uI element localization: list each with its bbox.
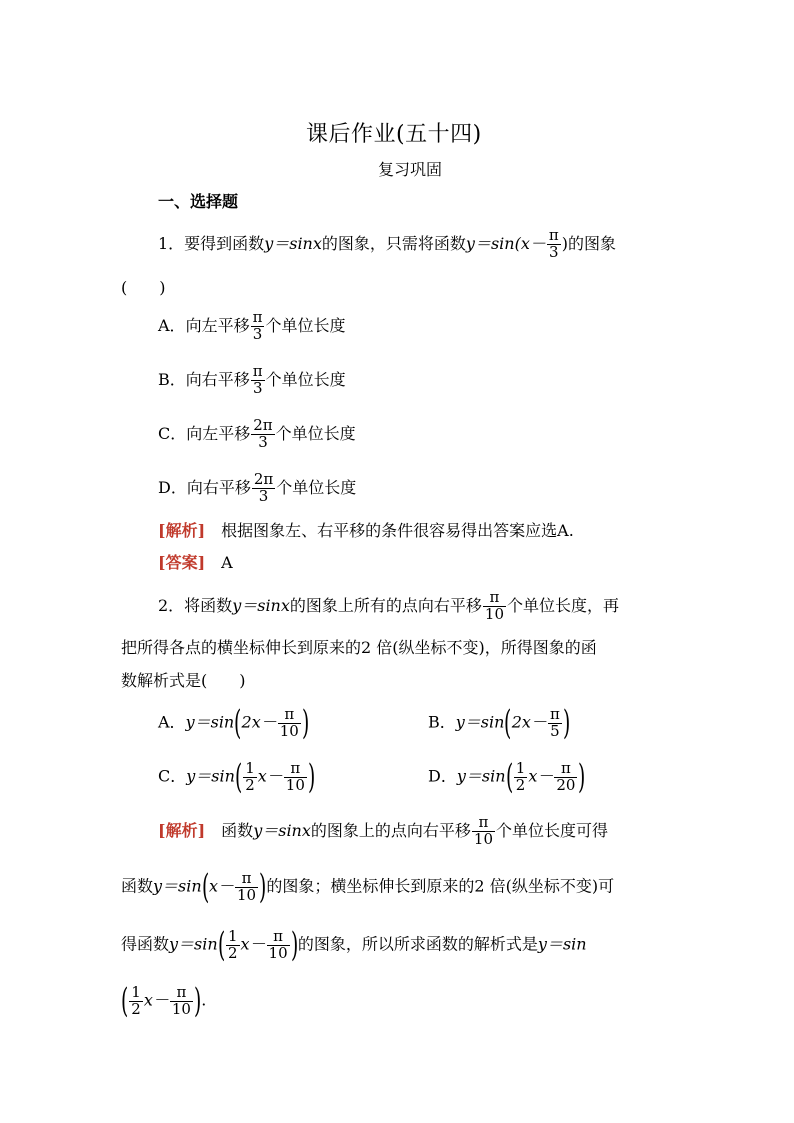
left-paren: ( [217,925,225,965]
q2-fn: y＝sinx [232,595,290,615]
left-paren: ( [234,757,243,797]
analysis-arg: x－ [143,990,169,1010]
right-paren: ) [307,757,316,797]
analysis-fraction [267,926,290,962]
option-text-end: 个单位长度 [265,315,346,335]
option-label: C． [158,423,187,443]
frac-den: 10 [171,999,191,1018]
frac-den: 10 [484,604,504,623]
analysis-fn: y＝sinx [253,820,311,840]
q1-blank: ( ) [121,278,166,297]
frac-den: 3 [252,378,263,397]
frac-num: π [472,815,495,832]
frac-den: 10 [473,829,493,848]
q2-line-2: 把所得各点的横坐标伸长到原来的2 倍(纵坐标不变)，所得图象的函 [121,638,597,657]
right-paren: ) [290,925,298,965]
q2-analysis-line-1 [158,815,608,848]
frac-num: 2π [253,416,273,434]
analysis-fn: y＝sin [153,876,202,896]
frac-num: π [252,362,263,380]
q1-option-c[interactable] [158,418,356,451]
q2-option-d[interactable] [428,757,586,797]
frac-den: 10 [279,721,299,740]
option-fraction [554,758,577,794]
frac-num: π [267,929,290,946]
answer-text: A [221,553,233,572]
option-fraction [251,310,265,343]
q2-option-b[interactable] [428,703,571,743]
frac-den: 10 [268,943,288,962]
q1-answer [158,555,233,571]
frac-den: 2 [245,775,255,794]
analysis-fraction [472,815,495,848]
option-label: D． [158,477,187,497]
option-fn: y＝sin [185,712,235,732]
frac-den: 3 [252,324,263,343]
option-fn: y＝sin [186,766,235,786]
analysis-text: . [201,990,207,1010]
q2-text: 的图象上所有的点向右平移 [289,595,482,615]
half-fraction [514,758,528,794]
left-paren: ( [120,981,129,1021]
frac-den: 3 [258,432,268,451]
option-fraction [284,758,307,794]
analysis-text: 得函数 [121,934,170,954]
frac-den: 2 [131,999,141,1018]
q1-close: )的图象 [561,233,616,253]
option-fn: y＝sin [455,712,505,732]
page-title: 课后作业(五十四) [306,122,482,147]
left-paren: ( [234,703,242,743]
q1-analysis [158,523,574,539]
q2-line-3: 数解析式是( ) [121,671,246,690]
q2-analysis-line-3 [121,925,587,965]
q1-fn1: y＝sinx [264,233,322,253]
analysis-tag: [解析] [158,820,206,840]
frac-den: 10 [285,775,305,794]
q1-option-a[interactable] [158,310,345,343]
q2-option-a[interactable] [158,703,310,743]
frac-num: 1 [245,758,255,777]
option-label: C． [158,766,187,786]
option-text-end: 个单位长度 [275,423,356,443]
analysis-text: 根据图象左、右平移的条件很容易得出答案应选A. [221,521,574,540]
option-label: A． [158,315,186,335]
analysis-text: 的图象，所以所求函数的解析式是 [297,934,538,954]
frac-num: π [278,707,301,724]
q2-text: 2．将函数 [158,595,233,615]
q2-text: 个单位长度，再 [507,595,620,615]
answer-tag: [答案] [158,553,206,572]
analysis-text: 的图象；横坐标伸长到原来的2 倍(纵坐标不变)可 [266,876,615,896]
frac-num: π [284,761,307,778]
q2-analysis-line-2 [121,867,615,907]
option-arg: x－ [257,766,283,786]
analysis-fn: y＝sin [169,934,218,954]
q2-analysis-line-4 [120,981,207,1021]
option-text: 向右平移 [186,477,251,497]
frac-num: 1 [515,758,526,777]
frac-num: π [549,704,560,723]
q1-fraction [547,228,561,261]
option-label: B． [158,369,186,389]
option-fraction [252,472,275,505]
analysis-text: 函数 [221,820,254,840]
analysis-fraction [170,982,193,1018]
option-text-end: 个单位长度 [276,477,357,497]
q1-option-b[interactable] [158,364,346,397]
option-text-end: 个单位长度 [265,369,346,389]
option-label: D． [428,766,457,786]
half-fraction [243,758,257,794]
right-paren: ) [193,981,202,1021]
section-heading: 一、选择题 [158,192,239,211]
right-paren: ) [259,867,267,907]
option-fraction [251,364,265,397]
frac-num: π [235,871,258,888]
frac-den: 10 [237,885,257,904]
left-paren: ( [504,703,512,743]
frac-num: 1 [131,982,141,1001]
analysis-arg: x－ [240,934,266,954]
option-arg: 2x－ [511,712,547,732]
analysis-tag: [解析] [158,521,206,540]
frac-den: 3 [258,486,269,505]
q2-option-c[interactable] [158,757,316,797]
frac-num: π [252,308,263,326]
option-arg: x－ [528,766,554,786]
q2-fraction [483,590,506,623]
frac-num: π [170,985,193,1002]
option-label: A． [158,712,186,732]
q1-frac-num: π [548,226,559,244]
option-fn: y＝sin [456,766,506,786]
option-fraction [251,418,274,451]
left-paren: ( [201,867,209,907]
frac-num: π [554,761,577,778]
q1-fn2: y＝sin(x－ [465,233,546,253]
analysis-text: 函数 [121,876,154,896]
right-paren: ) [578,757,586,797]
option-label: B． [428,712,456,732]
q1-stem [158,228,616,261]
q1-mid: 的图象，只需将函数 [321,233,466,253]
q1-prefix: 1．要得到函数 [158,233,265,253]
page-subtitle: 复习巩固 [378,160,443,179]
analysis-text: 个单位长度可得 [496,820,609,840]
frac-num: 1 [227,926,238,945]
option-arg: 2x－ [241,712,277,732]
option-text: 向左平移 [185,315,250,335]
analysis-fraction [235,868,258,904]
option-fraction [548,704,562,740]
option-fraction [278,704,301,740]
q2-line-1 [158,590,619,623]
analysis-text: 的图象上的点向右平移 [310,820,471,840]
q1-frac-den: 3 [549,242,559,261]
half-fraction [129,982,143,1018]
left-paren: ( [505,757,513,797]
right-paren: ) [562,703,571,743]
half-fraction [226,926,240,962]
frac-den: 5 [550,721,560,740]
option-text: 向右平移 [185,369,250,389]
frac-den: 20 [556,775,576,794]
frac-num: 2π [253,470,274,488]
frac-den: 2 [515,775,526,794]
option-text: 向左平移 [186,423,251,443]
right-paren: ) [301,703,310,743]
analysis-arg: x－ [208,876,234,896]
frac-num: π [483,590,506,607]
analysis-fn: y＝sin [537,934,587,954]
frac-den: 2 [227,943,238,962]
q1-option-d[interactable] [158,472,356,505]
